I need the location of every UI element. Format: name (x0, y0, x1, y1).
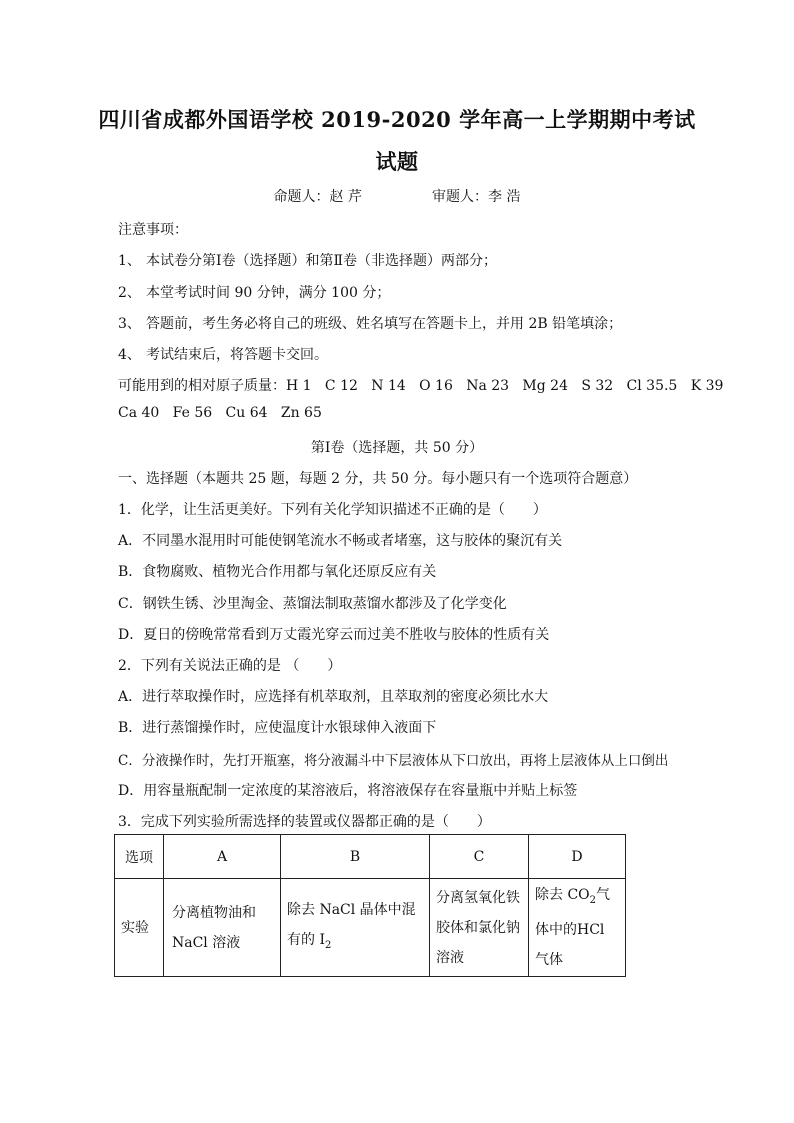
cell-b-subscript: 2 (324, 939, 332, 951)
reviewer-label: 审题人：李 浩 (432, 189, 521, 205)
section-heading: 第Ⅰ卷（选择题，共 50 分） (310, 440, 484, 456)
note-number: 1、 (118, 253, 141, 269)
table-header-cell: C (430, 835, 529, 879)
section-instructions: 一、选择题（本题共 25 题，每题 2 分，共 50 分。每小题只有一个选项符合题意） (118, 471, 638, 487)
cell-b-text: 除去 NaCl 晶体中混有的 I (287, 901, 416, 948)
question-2-option-a: A．进行萃取操作时，应选择有机萃取剂，且萃取剂的密度必须比水大 (118, 689, 549, 705)
atomic-mass-line-2: Ca 40 Fe 56 Cu 64 Zn 65 (118, 405, 322, 421)
table-cell-b (281, 879, 430, 977)
question-3-table (114, 834, 626, 977)
table-header-cell: D (529, 835, 626, 879)
table-header-cell: B (281, 835, 430, 879)
question-1-option-b: B．食物腐败、植物光合作用都与氧化还原反应有关 (118, 564, 437, 580)
note-item (118, 344, 328, 364)
question-2-option-c: C．分液操作时，先打开瓶塞，将分液漏斗中下层液体从下口放出，再将上层液体从上口倒出 (118, 753, 669, 769)
exam-title-line1: 四川省成都外国语学校 2019-2020 学年高一上学期期中考试 (98, 107, 696, 132)
author-label: 命题人：赵 芹 (273, 189, 362, 205)
question-1-stem: 1．化学，让生活更美好。下列有关化学知识描述不正确的是（ ） (118, 502, 547, 518)
question-1-option-a: A．不同墨水混用时可能使钢笔流水不畅或者堵塞，这与胶体的聚沉有关 (118, 533, 563, 549)
exam-credits (0, 186, 794, 206)
note-number: 3、 (118, 316, 141, 332)
table-cell-d (529, 879, 626, 977)
question-1-option-c: C．钢铁生锈、沙里淘金、蒸馏法制取蒸馏水都涉及了化学变化 (118, 596, 507, 612)
note-text: 本试卷分第Ⅰ卷（选择题）和第Ⅱ卷（非选择题）两部分； (146, 253, 498, 269)
cell-d-text-rest: 气体中的HCl 气体 (535, 886, 611, 969)
note-number: 4、 (118, 347, 141, 363)
table-header-cell: A (164, 835, 281, 879)
atomic-mass-line-1: 可能用到的相对原子质量：H 1 C 12 N 14 O 16 Na 23 Mg 24 S 32 Cl 35.5 K 39 (118, 378, 724, 394)
note-number: 2、 (118, 285, 141, 301)
table-header-cell: 选项 (115, 835, 164, 879)
question-2-option-d: D．用容量瓶配制一定浓度的某溶液后，将溶液保存在容量瓶中并贴上标签 (118, 783, 578, 799)
table-row (115, 879, 626, 977)
note-item (118, 250, 497, 270)
cell-d-text: 除去 CO (535, 886, 590, 903)
notes-heading: 注意事项： (118, 222, 188, 238)
exam-title-line2: 试题 (375, 149, 419, 174)
table-header-row (115, 835, 626, 879)
note-text: 答题前，考生务必将自己的班级、姓名填写在答题卡上，并用 2B 铅笔填涂； (146, 316, 623, 332)
note-text: 本堂考试时间 90 分钟，满分 100 分； (146, 285, 391, 301)
question-2-option-b: B．进行蒸馏操作时，应使温度计水银球伸入液面下 (118, 720, 437, 736)
note-text: 考试结束后，将答题卡交回。 (146, 347, 328, 363)
table-cell-c: 分离氢氧化铁胶体和氯化钠溶液 (430, 879, 529, 977)
cell-d-subscript: 2 (589, 894, 597, 906)
question-1-option-d: D．夏日的傍晚常常看到万丈霞光穿云而过美不胜收与胶体的性质有关 (118, 627, 550, 643)
question-2-stem: 2．下列有关说法正确的是 （ ） (118, 658, 342, 674)
question-3-stem: 3．完成下列实验所需选择的装置或仪器都正确的是（ ） (118, 814, 491, 830)
table-row-label: 实验 (115, 879, 164, 977)
table-cell-a: 分离植物油和NaCl 溶液 (164, 879, 281, 977)
note-item (118, 313, 622, 333)
note-item (118, 282, 390, 302)
